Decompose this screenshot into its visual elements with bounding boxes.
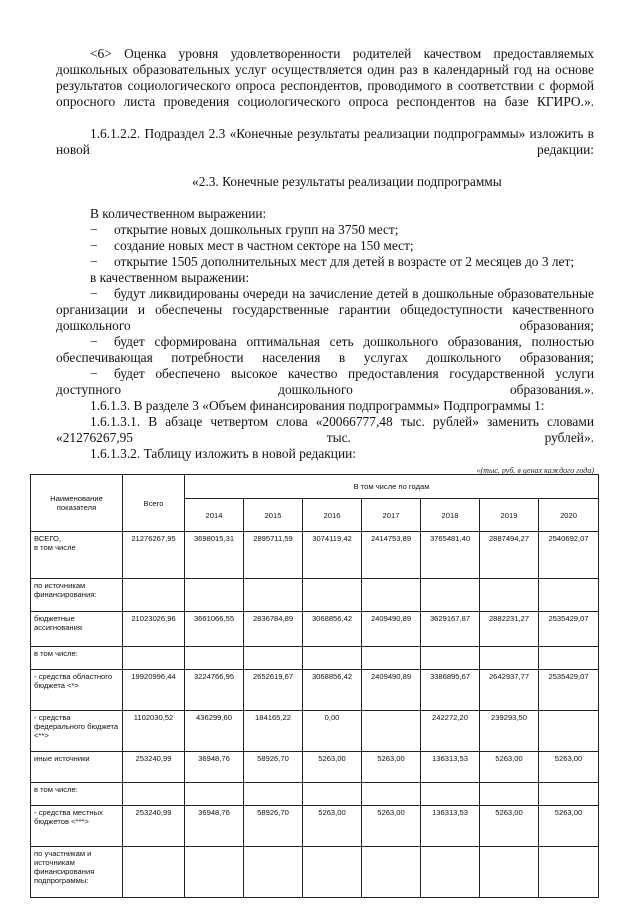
row-year-value: 2642937,77 [480,670,539,711]
row-year-value [539,711,599,752]
row-label: в том числе: [31,647,123,670]
paragraph-replace-words: 1.6.1.3.1. В абзаце четвертом слова «20066777,48 тыс. рублей» заменить словами «21276267,95 тыс. рублей». [56,414,594,445]
row-year-value [362,847,421,898]
bullet-private-sector: создание новых мест в частном секторе на 150 мест; [114,238,414,253]
header-year: 2020 [539,499,599,532]
row-total [123,847,185,898]
header-year: 2015 [244,499,303,532]
row-year-value: 136313,53 [421,806,480,847]
row-year-value [244,783,303,806]
row-year-value [303,579,362,612]
row-label: по источникам финансирования: [31,579,123,612]
row-year-value: 3765481,40 [421,532,480,579]
row-total [123,783,185,806]
row-year-value [480,647,539,670]
row-year-value: 3386895,67 [421,670,480,711]
row-year-value [244,847,303,898]
row-year-value: 2535429,07 [539,612,599,647]
row-year-value [539,783,599,806]
bullet-dash: − [90,366,98,381]
row-year-value [480,847,539,898]
row-year-value [244,647,303,670]
row-year-value: 58926,70 [244,806,303,847]
table-row [31,670,599,711]
header-year: 2017 [362,499,421,532]
table-row [31,711,599,752]
row-year-value: 2836784,89 [244,612,303,647]
bullet-quality: будет обеспечено высокое качество предоставления государственной услуги доступного дошкольного образования.». [56,366,594,397]
row-year-value [480,579,539,612]
row-year-value: 2882231,27 [480,612,539,647]
row-year-value: 184165,22 [244,711,303,752]
row-year-value [362,579,421,612]
row-year-value [421,579,480,612]
row-year-value: 3661066,55 [185,612,244,647]
header-year: 2018 [421,499,480,532]
row-year-value [421,847,480,898]
row-year-value: 2895711,59 [244,532,303,579]
row-year-value: 3698015,31 [185,532,244,579]
header-years-group: В том числе по годам [185,475,599,499]
row-year-value [362,647,421,670]
row-year-value [303,647,362,670]
bullet-queues: будут ликвидированы очереди на зачисление детей в дошкольные образовательные организации и обеспечены государственные гарантии общедоступности качественного дошкольного образования; [56,286,594,333]
row-year-value: 5263,00 [362,806,421,847]
row-year-value: 239293,50 [480,711,539,752]
row-year-value: 5263,00 [362,752,421,783]
row-year-value: 3068856,42 [303,670,362,711]
row-label: ВСЕГО, в том числе [31,532,123,579]
bullet-dash: − [90,286,98,301]
row-total [123,647,185,670]
header-year: 2016 [303,499,362,532]
row-year-value [303,847,362,898]
row-year-value: 2409490,89 [362,670,421,711]
bullet-dash: − [90,254,98,269]
table-row [31,806,599,847]
bullet-dash: − [90,238,98,253]
table-row [31,532,599,579]
table-row [31,752,599,783]
row-year-value: 3629167,87 [421,612,480,647]
row-year-value [421,647,480,670]
row-total: 21023026,96 [123,612,185,647]
row-year-value: 5263,00 [303,752,362,783]
row-year-value: 5263,00 [480,752,539,783]
row-year-value: 242272,20 [421,711,480,752]
row-total: 21276267,95 [123,532,185,579]
bullet-new-groups: открытие новых дошкольных групп на 3750 мест; [114,222,399,237]
row-year-value: 2540692,07 [539,532,599,579]
row-year-value [421,783,480,806]
paragraph-section-3: 1.6.1.3. В разделе 3 «Объем финансирования подпрограммы» Подпрограммы 1: [90,398,545,413]
table-row [31,847,599,898]
row-year-value [362,711,421,752]
paragraph-subsection-2-3: 1.6.1.2.2. Подраздел 2.3 «Конечные результаты реализации подпрограммы» изложить в новой редакции: [56,126,594,157]
row-label: бюджетные ассигнования [31,612,123,647]
paragraph-footnote-6: <6> Оценка уровня удовлетворенности родителей качеством предоставляемых дошкольных образовательных услуг осуществляется один раз в календарный год на основе результатов социологического опроса респондентов, проводимого в соответствии с формой опросного листа проведения социологического опроса респондентов на базе КГИРО.». [56,46,594,109]
row-year-value: 5263,00 [539,752,599,783]
header-year: 2014 [185,499,244,532]
row-year-value: 436299,60 [185,711,244,752]
header-year: 2019 [480,499,539,532]
row-year-value: 3224766,95 [185,670,244,711]
row-year-value: 0,00 [303,711,362,752]
row-year-value: 3068856,42 [303,612,362,647]
row-label: иные источники [31,752,123,783]
row-year-value: 5263,00 [303,806,362,847]
row-year-value: 2652619,67 [244,670,303,711]
row-year-value: 2409490,89 [362,612,421,647]
row-year-value [539,647,599,670]
bullet-dash: − [90,334,98,349]
table-unit-note: «(тыс. руб. в ценах каждого года) [476,466,594,475]
row-year-value [185,647,244,670]
row-year-value [480,783,539,806]
bullet-dash: − [90,222,98,237]
row-total [123,579,185,612]
table-row [31,647,599,670]
row-year-value: 2535429,07 [539,670,599,711]
row-year-value: 36948,76 [185,752,244,783]
row-year-value [303,783,362,806]
row-year-value: 136313,53 [421,752,480,783]
row-label: - средства местных бюджетов <***> [31,806,123,847]
row-year-value: 58926,70 [244,752,303,783]
header-total: Всего [123,475,185,532]
row-year-value: 2887494,27 [480,532,539,579]
row-year-value: 2414753,89 [362,532,421,579]
row-total: 253240,99 [123,752,185,783]
quantitative-intro: В количественном выражении: [90,206,267,221]
row-year-value [185,579,244,612]
row-year-value [362,783,421,806]
row-year-value [539,847,599,898]
row-year-value [244,579,303,612]
paragraph-table-intro: 1.6.1.3.2. Таблицу изложить в новой редакции: [90,446,357,461]
header-indicator-name: Наименование показателя [31,475,123,532]
financing-table [30,474,599,898]
bullet-additional-places: открытие 1505 дополнительных мест для детей в возрасте от 2 месяцев до 3 лет; [114,254,575,269]
row-year-value [539,579,599,612]
row-year-value [185,847,244,898]
bullet-network: будет сформирована оптимальная сеть дошкольного образования, полностью обеспечивающая потребности населения в услугах дошкольного образования; [56,334,594,365]
row-year-value [185,783,244,806]
table-row [31,612,599,647]
row-year-value: 5263,00 [539,806,599,847]
table-row [31,783,599,806]
row-total: 253240,99 [123,806,185,847]
row-total: 19920996,44 [123,670,185,711]
qualitative-intro: в качественном выражении: [90,270,250,285]
row-label: - средства федерального бюджета <**> [31,711,123,752]
row-label: по участникам и источникам финансирования подпрограммы: [31,847,123,898]
row-total: 1102030,52 [123,711,185,752]
section-heading: «2.3. Конечные результаты реализации подпрограммы [192,174,502,189]
row-year-value: 3074119,42 [303,532,362,579]
row-year-value: 5263,00 [480,806,539,847]
row-year-value: 36948,76 [185,806,244,847]
table-row [31,579,599,612]
row-label: - средства областного бюджета <*> [31,670,123,711]
row-label: в том числе: [31,783,123,806]
